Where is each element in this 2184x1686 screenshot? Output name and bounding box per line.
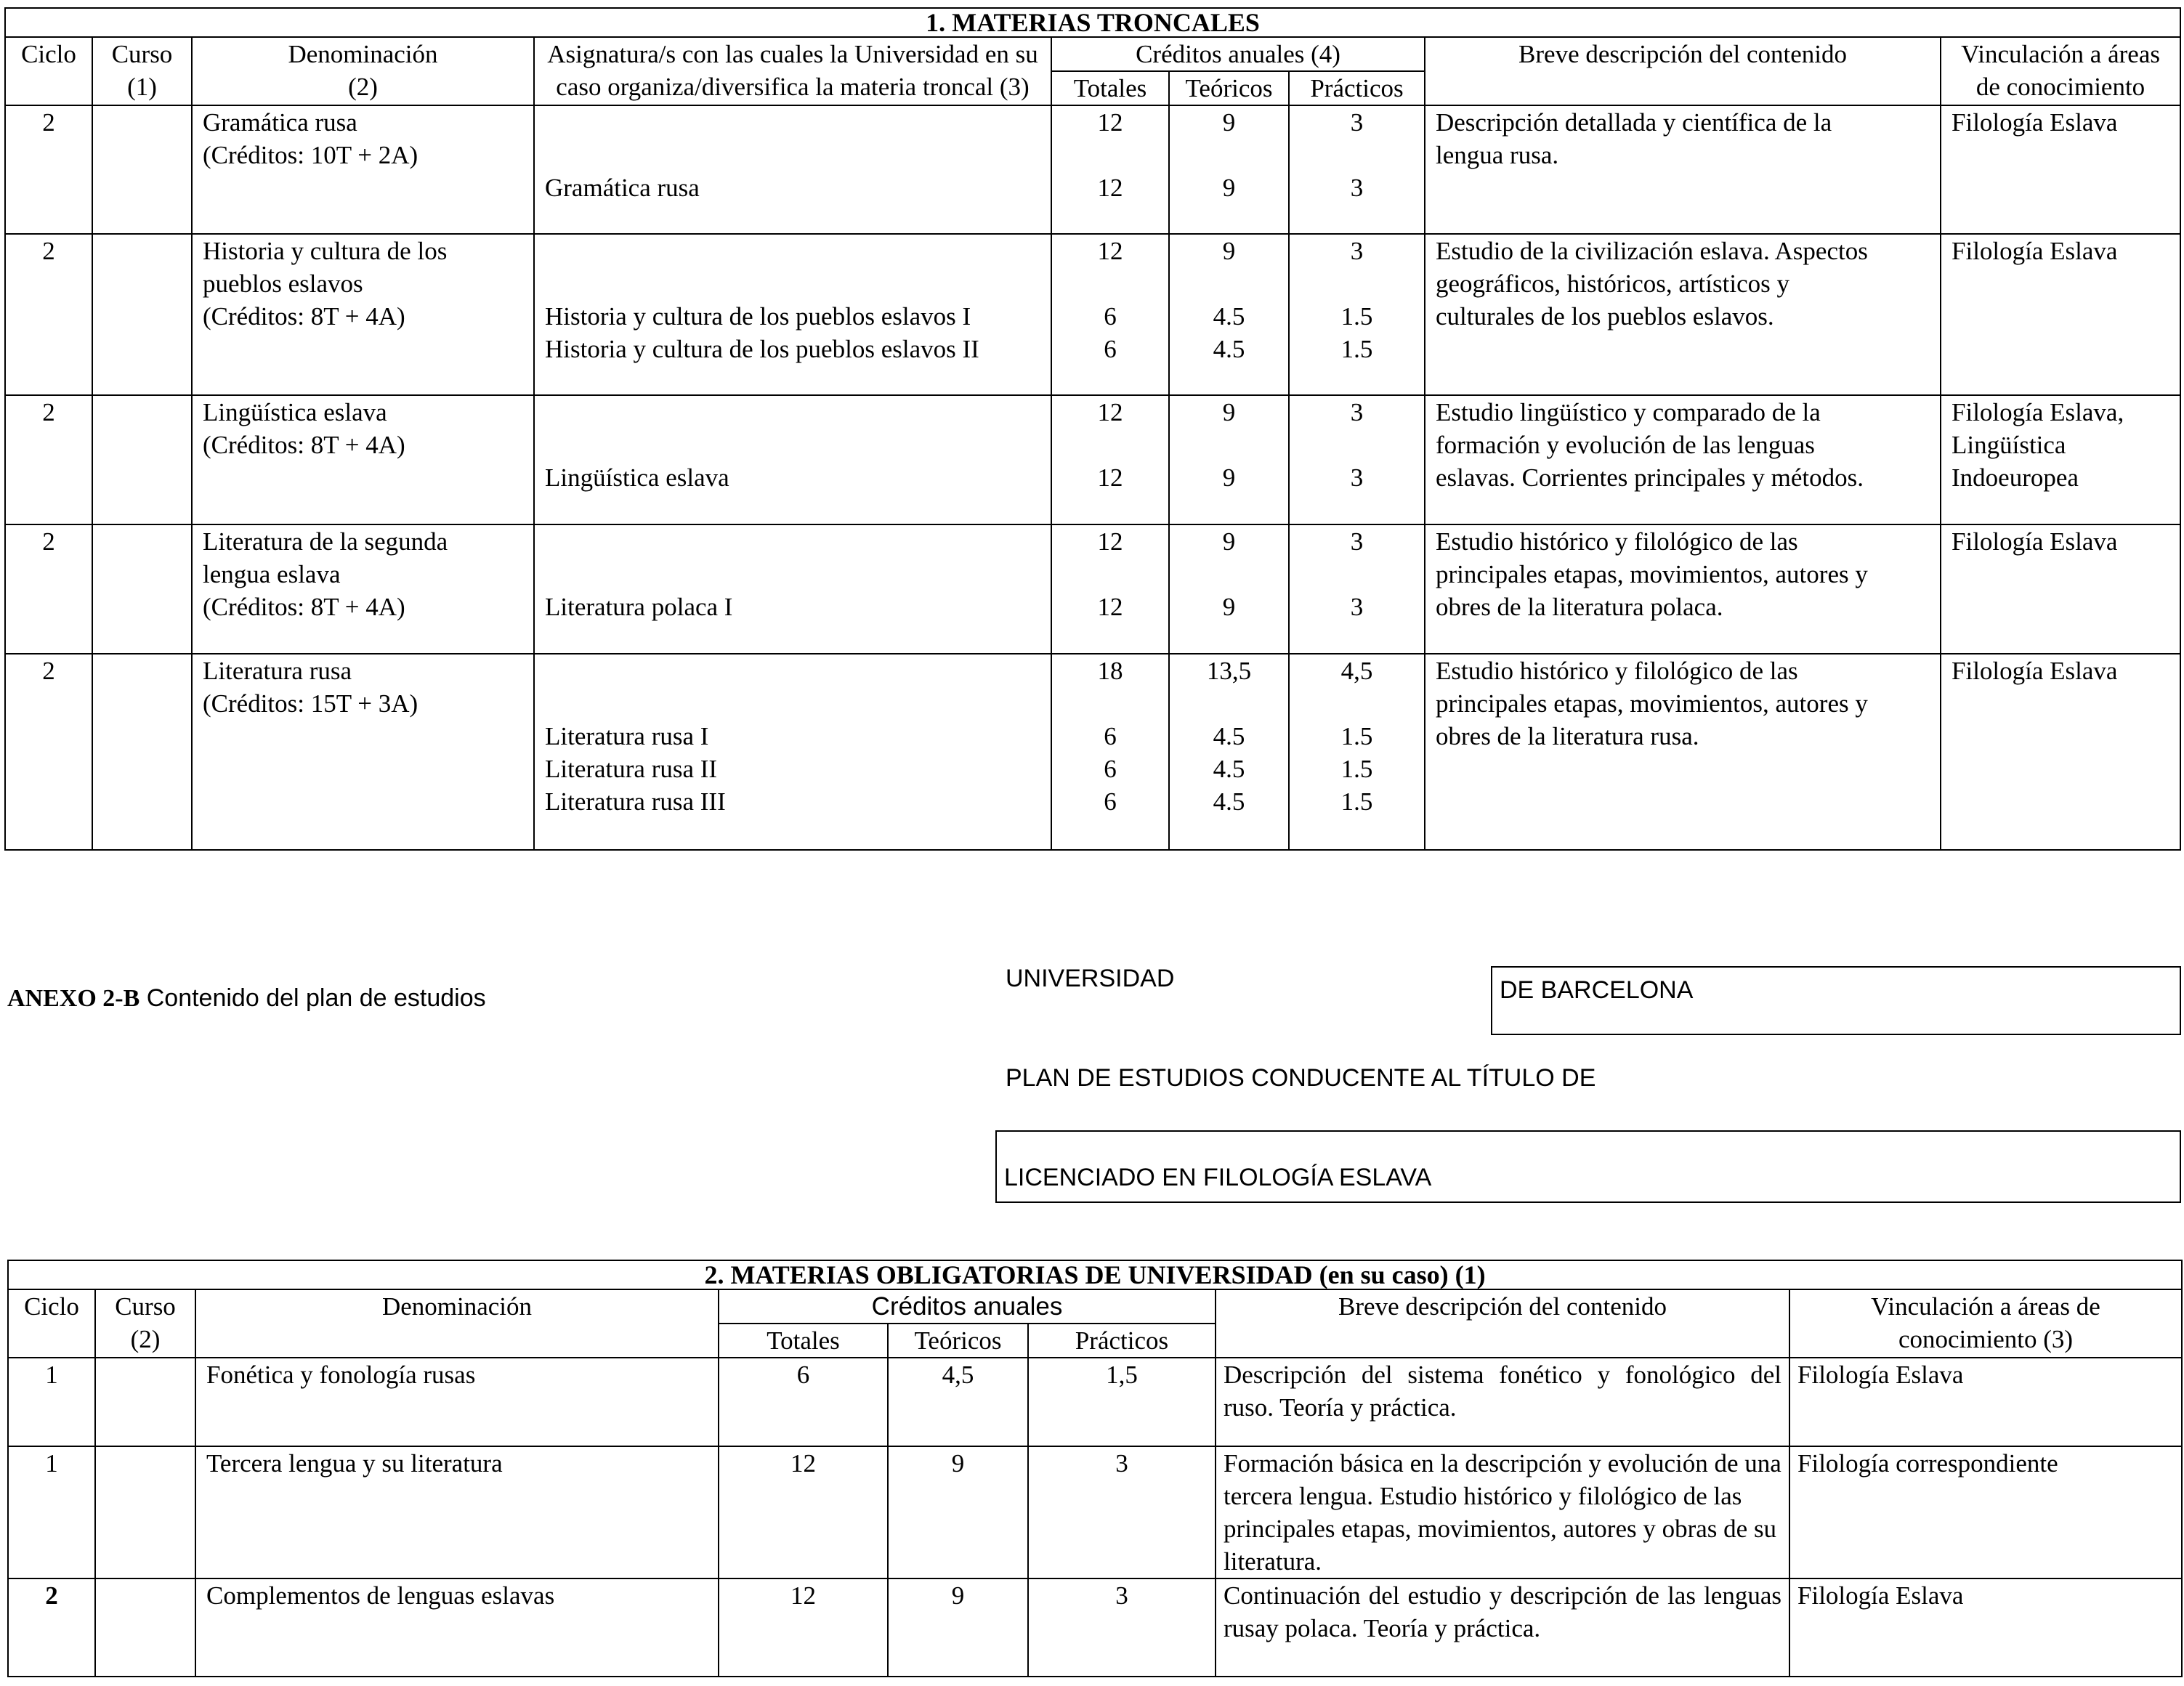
row-practicos: 3 3 <box>1289 105 1425 234</box>
row-denominacion: Historia y cultura de los pueblos eslavos (Créditos: 8T + 4A) <box>192 234 534 395</box>
row-ciclo: 2 <box>5 395 92 524</box>
row-ciclo: 2 <box>5 234 92 395</box>
row-practicos: 3 3 <box>1289 395 1425 524</box>
table-row <box>5 395 2180 524</box>
row-descripcion: Estudio de la civilización eslava. Aspectos geográficos, históricos, artísticos y culturales de los pueblos eslavos. <box>1425 234 1941 395</box>
row-asignaturas: Lingüística eslava <box>534 395 1051 524</box>
row-ciclo: 2 <box>5 654 92 850</box>
row-totales: 12 12 <box>1051 395 1169 524</box>
row-totales: 12 6 6 <box>1051 234 1169 395</box>
row-teoricos: 4,5 <box>888 1358 1028 1446</box>
row-ciclo: 1 <box>8 1358 95 1446</box>
row-vinculacion: Filología Eslava <box>1789 1358 2182 1446</box>
row-teoricos: 9 4.5 4.5 <box>1169 234 1289 395</box>
row-teoricos: 9 <box>888 1446 1028 1578</box>
row-totales: 18 6 6 6 <box>1051 654 1169 850</box>
header-vinculacion: Vinculación a áreas de conocimiento (3) <box>1789 1289 2182 1358</box>
header-creditos: Créditos anuales <box>719 1289 1216 1324</box>
row-curso <box>92 524 192 654</box>
row-vinculacion: Filología Eslava <box>1941 234 2180 395</box>
row-denominacion: Lingüística eslava (Créditos: 8T + 4A) <box>192 395 534 524</box>
table-row <box>5 524 2180 654</box>
table-row <box>8 1446 2182 1578</box>
row-vinculacion: Filología Eslava <box>1789 1578 2182 1677</box>
header-curso: Curso (1) <box>92 37 192 105</box>
header-creditos: Créditos anuales (4) <box>1051 37 1425 71</box>
annex-label: ANEXO 2-B Contenido del plan de estudios <box>7 984 486 1012</box>
row-curso <box>95 1446 195 1578</box>
row-curso <box>92 395 192 524</box>
row-teoricos: 9 9 <box>1169 395 1289 524</box>
row-descripcion: Formación básica en la descripción y evolución de una tercera lengua. Estudio histórico y filológico de las principales etapas, movimientos, autores y obras de su literatura. <box>1216 1446 1789 1578</box>
universidad-value: DE BARCELONA <box>1500 976 1694 1004</box>
row-totales: 12 12 <box>1051 105 1169 234</box>
row-teoricos: 9 9 <box>1169 105 1289 234</box>
row-totales: 12 12 <box>1051 524 1169 654</box>
row-asignaturas: Literatura rusa I Literatura rusa II Literatura rusa III <box>534 654 1051 850</box>
row-teoricos: 9 <box>888 1578 1028 1677</box>
row-denominacion: Complementos de lenguas eslavas <box>195 1578 719 1677</box>
row-practicos: 3 <box>1028 1578 1216 1677</box>
universidad-label: UNIVERSIDAD <box>1006 965 1175 992</box>
troncales-header-row <box>5 37 2180 71</box>
row-practicos: 4,5 1.5 1.5 1.5 <box>1289 654 1425 850</box>
table-row <box>5 234 2180 395</box>
row-descripcion: Continuación del estudio y descripción de las lenguas rusay polaca. Teoría y práctica. <box>1216 1578 1789 1677</box>
row-denominacion: Literatura de la segunda lengua eslava (Créditos: 8T + 4A) <box>192 524 534 654</box>
table-row <box>5 105 2180 234</box>
table-row <box>8 1358 2182 1446</box>
header-denominacion: Denominación <box>195 1289 719 1358</box>
row-curso <box>95 1358 195 1446</box>
header-totales: Totales <box>719 1324 888 1358</box>
universidad-field <box>1491 966 2181 1035</box>
header-teoricos: Teóricos <box>1169 71 1289 105</box>
row-totales: 12 <box>719 1578 888 1677</box>
header-curso: Curso (2) <box>95 1289 195 1358</box>
troncales-table <box>4 7 2181 851</box>
row-vinculacion: Filología correspondiente <box>1789 1446 2182 1578</box>
row-teoricos: 13,5 4.5 4.5 4.5 <box>1169 654 1289 850</box>
obligatorias-table <box>7 1260 2183 1677</box>
row-ciclo: 2 <box>5 105 92 234</box>
row-totales: 6 <box>719 1358 888 1446</box>
header-descripcion: Breve descripción del contenido <box>1216 1289 1789 1358</box>
row-curso <box>92 234 192 395</box>
row-denominacion: Tercera lengua y su literatura <box>195 1446 719 1578</box>
row-teoricos: 9 9 <box>1169 524 1289 654</box>
header-asignatura: Asignatura/s con las cuales la Universidad en su caso organiza/diversifica la materia troncal (3) <box>534 37 1051 105</box>
row-practicos: 3 <box>1028 1446 1216 1578</box>
table-row <box>5 654 2180 850</box>
row-descripcion: Estudio histórico y filológico de las principales etapas, movimientos, autores y obres de la literatura polaca. <box>1425 524 1941 654</box>
table-row <box>8 1578 2182 1677</box>
row-descripcion: Estudio lingüístico y comparado de la formación y evolución de las lenguas eslavas. Corrientes principales y métodos. <box>1425 395 1941 524</box>
row-curso <box>92 105 192 234</box>
obligatorias-title: 2. MATERIAS OBLIGATORIAS DE UNIVERSIDAD (en su caso) (1) <box>8 1260 2182 1289</box>
obligatorias-header-row <box>8 1289 2182 1324</box>
row-asignaturas: Historia y cultura de los pueblos eslavos I Historia y cultura de los pueblos eslavos II <box>534 234 1051 395</box>
row-curso <box>95 1578 195 1677</box>
header-ciclo: Ciclo <box>5 37 92 105</box>
header-descripcion: Breve descripción del contenido <box>1425 37 1941 105</box>
row-practicos: 3 1.5 1.5 <box>1289 234 1425 395</box>
row-descripcion: Descripción del sistema fonético y fonológico del ruso. Teoría y práctica. <box>1216 1358 1789 1446</box>
titulo-field <box>995 1130 2181 1203</box>
row-descripcion: Descripción detallada y científica de la lengua rusa. <box>1425 105 1941 234</box>
row-ciclo: 1 <box>8 1446 95 1578</box>
row-vinculacion: Filología Eslava <box>1941 105 2180 234</box>
row-denominacion: Literatura rusa (Créditos: 15T + 3A) <box>192 654 534 850</box>
row-vinculacion: Filología Eslava <box>1941 654 2180 850</box>
header-teoricos: Teóricos <box>888 1324 1028 1358</box>
header-ciclo: Ciclo <box>8 1289 95 1358</box>
row-ciclo: 2 <box>8 1578 95 1677</box>
header-vinculacion: Vinculación a áreas de conocimiento <box>1941 37 2180 105</box>
titulo-value: LICENCIADO EN FILOLOGÍA ESLAVA <box>1004 1164 1432 1191</box>
row-asignaturas: Gramática rusa <box>534 105 1051 234</box>
row-totales: 12 <box>719 1446 888 1578</box>
header-denominacion: Denominación (2) <box>192 37 534 105</box>
troncales-title: 1. MATERIAS TRONCALES <box>5 8 2180 37</box>
row-curso <box>92 654 192 850</box>
header-practicos: Prácticos <box>1289 71 1425 105</box>
row-descripcion: Estudio histórico y filológico de las principales etapas, movimientos, autores y obres de la literatura rusa. <box>1425 654 1941 850</box>
row-vinculacion: Filología Eslava, Lingüística Indoeuropea <box>1941 395 2180 524</box>
row-ciclo: 2 <box>5 524 92 654</box>
header-totales: Totales <box>1051 71 1169 105</box>
row-practicos: 3 3 <box>1289 524 1425 654</box>
row-denominacion: Gramática rusa (Créditos: 10T + 2A) <box>192 105 534 234</box>
row-practicos: 1,5 <box>1028 1358 1216 1446</box>
plan-label: PLAN DE ESTUDIOS CONDUCENTE AL TÍTULO DE <box>1006 1064 1596 1092</box>
row-denominacion: Fonética y fonología rusas <box>195 1358 719 1446</box>
header-practicos: Prácticos <box>1028 1324 1216 1358</box>
row-vinculacion: Filología Eslava <box>1941 524 2180 654</box>
row-asignaturas: Literatura polaca I <box>534 524 1051 654</box>
